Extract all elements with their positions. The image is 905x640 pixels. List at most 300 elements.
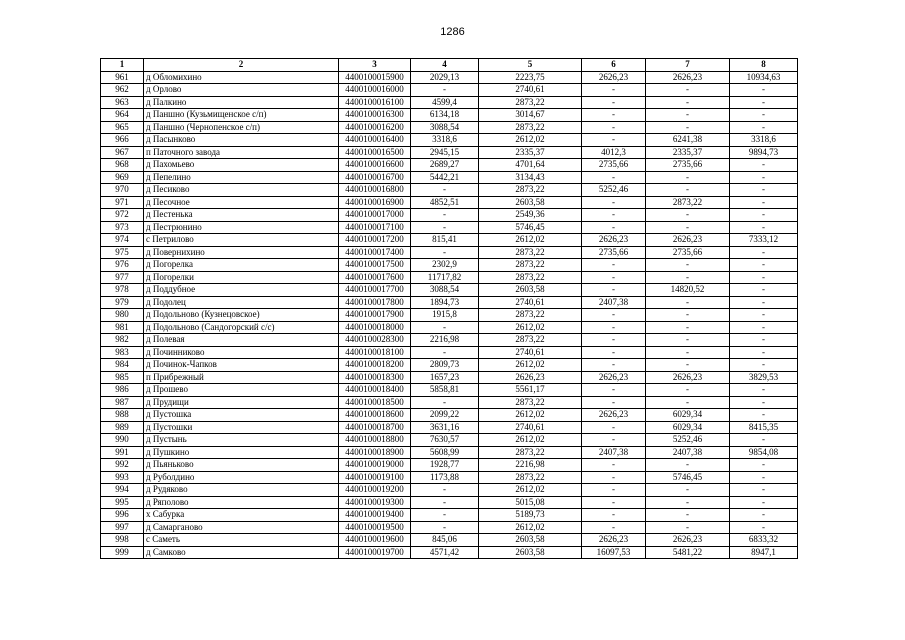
value-col-7-cell: -	[646, 359, 730, 372]
settlement-code-cell: 4400100018500	[339, 396, 411, 409]
value-col-5-cell: 5561,17	[479, 384, 582, 397]
row-number-cell: 961	[101, 71, 144, 84]
value-col-4-cell: -	[411, 221, 479, 234]
settlement-code-cell: 4400100018800	[339, 434, 411, 447]
value-col-7-cell: -	[646, 109, 730, 122]
settlement-name-cell: д Ряполово	[144, 496, 339, 509]
table-row	[101, 459, 798, 472]
value-col-7-cell: -	[646, 221, 730, 234]
value-col-8-cell: -	[730, 409, 798, 422]
settlement-name-cell: д Полевая	[144, 334, 339, 347]
value-col-5-cell: 2603,58	[479, 534, 582, 547]
value-col-7-cell: -	[646, 96, 730, 109]
column-header-4: 4	[411, 59, 479, 72]
settlement-code-cell: 4400100019000	[339, 459, 411, 472]
table-row	[101, 521, 798, 534]
value-col-8-cell: -	[730, 284, 798, 297]
settlement-code-cell: 4400100018900	[339, 446, 411, 459]
value-col-6-cell: -	[582, 109, 646, 122]
table-row	[101, 209, 798, 222]
value-col-5-cell: 2603,58	[479, 196, 582, 209]
value-col-5-cell: 2612,02	[479, 409, 582, 422]
value-col-8-cell: 10934,63	[730, 71, 798, 84]
value-col-4-cell: -	[411, 521, 479, 534]
value-col-5-cell: 2873,22	[479, 184, 582, 197]
settlement-name-cell: д Самково	[144, 546, 339, 559]
settlement-code-cell: 4400100018700	[339, 421, 411, 434]
settlement-code-cell: 4400100018000	[339, 321, 411, 334]
table-row	[101, 146, 798, 159]
table-row	[101, 271, 798, 284]
value-col-6-cell: 2626,23	[582, 71, 646, 84]
value-col-6-cell: 2626,23	[582, 534, 646, 547]
page-number: 1286	[440, 26, 465, 38]
value-col-8-cell: -	[730, 459, 798, 472]
value-col-5-cell: 2873,22	[479, 446, 582, 459]
settlement-code-cell: 4400100017700	[339, 284, 411, 297]
value-col-8-cell: -	[730, 271, 798, 284]
table-row	[101, 396, 798, 409]
settlement-code-cell: 4400100018200	[339, 359, 411, 372]
value-col-4-cell: -	[411, 346, 479, 359]
settlement-code-cell: 4400100017600	[339, 271, 411, 284]
value-col-8-cell: -	[730, 196, 798, 209]
settlement-name-cell: д Обломихино	[144, 71, 339, 84]
table-row	[101, 484, 798, 497]
value-col-6-cell: -	[582, 509, 646, 522]
row-number-cell: 970	[101, 184, 144, 197]
row-number-cell: 988	[101, 409, 144, 422]
value-col-4-cell: -	[411, 84, 479, 97]
row-number-cell: 995	[101, 496, 144, 509]
value-col-4-cell: 5858,81	[411, 384, 479, 397]
column-header-6: 6	[582, 59, 646, 72]
value-col-6-cell: -	[582, 484, 646, 497]
settlement-name-cell: д Пестрюнино	[144, 221, 339, 234]
value-col-8-cell: 7333,12	[730, 234, 798, 247]
value-col-6-cell: -	[582, 284, 646, 297]
settlement-name-cell: с Саметь	[144, 534, 339, 547]
value-col-4-cell: -	[411, 509, 479, 522]
value-col-4-cell: 3318,6	[411, 134, 479, 147]
row-number-cell: 979	[101, 296, 144, 309]
value-col-7-cell: 2735,66	[646, 246, 730, 259]
value-col-5-cell: 2873,22	[479, 309, 582, 322]
settlement-name-cell: д Руболдино	[144, 471, 339, 484]
row-number-cell: 965	[101, 121, 144, 134]
value-col-4-cell: 2029,13	[411, 71, 479, 84]
value-col-8-cell: 9854,08	[730, 446, 798, 459]
value-col-5-cell: 2612,02	[479, 359, 582, 372]
settlement-code-cell: 4400100017000	[339, 209, 411, 222]
value-col-8-cell: -	[730, 221, 798, 234]
settlement-name-cell: д Пестенька	[144, 209, 339, 222]
value-col-7-cell: 2873,22	[646, 196, 730, 209]
value-col-7-cell: -	[646, 84, 730, 97]
value-col-8-cell: -	[730, 396, 798, 409]
value-col-5-cell: 2873,22	[479, 271, 582, 284]
settlement-name-cell: с Петрилово	[144, 234, 339, 247]
value-col-8-cell: -	[730, 334, 798, 347]
value-col-7-cell: -	[646, 484, 730, 497]
table-row	[101, 184, 798, 197]
value-col-4-cell: 3088,54	[411, 284, 479, 297]
value-col-7-cell: -	[646, 296, 730, 309]
settlement-name-cell: д Подольново (Сандогорский с/с)	[144, 321, 339, 334]
row-number-cell: 967	[101, 146, 144, 159]
settlement-name-cell: д Пьяньково	[144, 459, 339, 472]
value-col-5-cell: 2612,02	[479, 321, 582, 334]
settlement-name-cell: д Самарганово	[144, 521, 339, 534]
table-row	[101, 71, 798, 84]
value-col-4-cell: 845,06	[411, 534, 479, 547]
value-col-8-cell: 6833,32	[730, 534, 798, 547]
value-col-6-cell: -	[582, 134, 646, 147]
value-col-8-cell: 9894,73	[730, 146, 798, 159]
settlement-name-cell: п Паточного завода	[144, 146, 339, 159]
value-col-5-cell: 2612,02	[479, 484, 582, 497]
settlement-name-cell: д Орлово	[144, 84, 339, 97]
table-row	[101, 234, 798, 247]
settlement-code-cell: 4400100018600	[339, 409, 411, 422]
value-col-5-cell: 2873,22	[479, 246, 582, 259]
value-col-4-cell: 5608,99	[411, 446, 479, 459]
settlement-code-cell: 4400100019400	[339, 509, 411, 522]
settlement-name-cell: д Палкино	[144, 96, 339, 109]
value-col-8-cell: -	[730, 384, 798, 397]
column-header-5: 5	[479, 59, 582, 72]
row-number-cell: 973	[101, 221, 144, 234]
settlement-code-cell: 4400100016700	[339, 171, 411, 184]
table-row	[101, 446, 798, 459]
value-col-7-cell: -	[646, 521, 730, 534]
row-number-cell: 972	[101, 209, 144, 222]
settlement-code-cell: 4400100016100	[339, 96, 411, 109]
row-number-cell: 963	[101, 96, 144, 109]
row-number-cell: 993	[101, 471, 144, 484]
value-col-8-cell: -	[730, 159, 798, 172]
value-col-5-cell: 2612,02	[479, 134, 582, 147]
table-row	[101, 546, 798, 559]
value-col-4-cell: 4852,51	[411, 196, 479, 209]
row-number-cell: 975	[101, 246, 144, 259]
table-row	[101, 434, 798, 447]
table-row	[101, 296, 798, 309]
settlement-code-cell: 4400100016500	[339, 146, 411, 159]
column-header-8: 8	[730, 59, 798, 72]
value-col-6-cell: 2626,23	[582, 234, 646, 247]
value-col-4-cell: 3088,54	[411, 121, 479, 134]
value-col-8-cell: -	[730, 171, 798, 184]
value-col-4-cell: -	[411, 246, 479, 259]
value-col-4-cell: 3631,16	[411, 421, 479, 434]
value-col-6-cell: -	[582, 459, 646, 472]
row-number-cell: 987	[101, 396, 144, 409]
value-col-7-cell: 2335,37	[646, 146, 730, 159]
value-col-5-cell: 3014,67	[479, 109, 582, 122]
settlement-name-cell: д Пепелино	[144, 171, 339, 184]
table-row	[101, 346, 798, 359]
settlement-name-cell: д Паншно (Кузьмищенское с/п)	[144, 109, 339, 122]
table-header-row	[101, 59, 798, 72]
value-col-7-cell: -	[646, 209, 730, 222]
table-row	[101, 96, 798, 109]
value-col-7-cell: -	[646, 184, 730, 197]
value-col-7-cell: -	[646, 121, 730, 134]
table-row	[101, 246, 798, 259]
value-col-5-cell: 2626,23	[479, 371, 582, 384]
value-col-8-cell: -	[730, 259, 798, 272]
settlement-name-cell: д Песиково	[144, 184, 339, 197]
row-number-cell: 984	[101, 359, 144, 372]
settlement-name-cell: д Пустынь	[144, 434, 339, 447]
value-col-7-cell: -	[646, 459, 730, 472]
settlement-code-cell: 4400100019500	[339, 521, 411, 534]
value-col-4-cell: -	[411, 484, 479, 497]
table-row	[101, 334, 798, 347]
settlement-name-cell: д Повернихино	[144, 246, 339, 259]
value-col-4-cell: 1894,73	[411, 296, 479, 309]
value-col-5-cell: 2740,61	[479, 421, 582, 434]
row-number-cell: 977	[101, 271, 144, 284]
value-col-4-cell: 2689,27	[411, 159, 479, 172]
value-col-5-cell: 3134,43	[479, 171, 582, 184]
value-col-4-cell: -	[411, 321, 479, 334]
settlement-code-cell: 4400100016300	[339, 109, 411, 122]
value-col-7-cell: 5746,45	[646, 471, 730, 484]
value-col-4-cell: 2216,98	[411, 334, 479, 347]
settlement-code-cell: 4400100019600	[339, 534, 411, 547]
value-col-4-cell: 4571,42	[411, 546, 479, 559]
settlement-code-cell: 4400100015900	[339, 71, 411, 84]
value-col-7-cell: 2626,23	[646, 371, 730, 384]
value-col-6-cell: -	[582, 359, 646, 372]
value-col-5-cell: 2603,58	[479, 284, 582, 297]
row-number-cell: 998	[101, 534, 144, 547]
table-row	[101, 121, 798, 134]
value-col-5-cell: 2873,22	[479, 96, 582, 109]
settlement-code-cell: 4400100017900	[339, 309, 411, 322]
row-number-cell: 999	[101, 546, 144, 559]
value-col-5-cell: 2549,36	[479, 209, 582, 222]
value-col-4-cell: 2809,73	[411, 359, 479, 372]
value-col-6-cell: -	[582, 421, 646, 434]
value-col-8-cell: -	[730, 346, 798, 359]
value-col-8-cell: -	[730, 209, 798, 222]
value-col-4-cell: -	[411, 184, 479, 197]
table-row	[101, 171, 798, 184]
value-col-7-cell: 2626,23	[646, 71, 730, 84]
settlement-name-cell: д Пустошки	[144, 421, 339, 434]
value-col-6-cell: -	[582, 84, 646, 97]
value-col-7-cell: -	[646, 496, 730, 509]
row-number-cell: 969	[101, 171, 144, 184]
settlement-code-cell: 4400100019100	[339, 471, 411, 484]
value-col-8-cell: -	[730, 84, 798, 97]
value-col-4-cell: 2302,9	[411, 259, 479, 272]
settlement-name-cell: д Пахомьево	[144, 159, 339, 172]
row-number-cell: 983	[101, 346, 144, 359]
settlement-name-cell: д Пасынково	[144, 134, 339, 147]
value-col-6-cell: -	[582, 346, 646, 359]
settlement-name-cell: д Подольново (Кузнецовское)	[144, 309, 339, 322]
settlement-code-cell: 4400100017800	[339, 296, 411, 309]
value-col-6-cell: -	[582, 496, 646, 509]
value-col-7-cell: 5481,22	[646, 546, 730, 559]
value-col-6-cell: 16097,53	[582, 546, 646, 559]
value-col-8-cell: -	[730, 309, 798, 322]
settlement-name-cell: д Песочное	[144, 196, 339, 209]
value-col-4-cell: 2099,22	[411, 409, 479, 422]
value-col-6-cell: -	[582, 196, 646, 209]
column-header-7: 7	[646, 59, 730, 72]
value-col-6-cell: -	[582, 334, 646, 347]
value-col-6-cell: 2735,66	[582, 246, 646, 259]
row-number-cell: 992	[101, 459, 144, 472]
value-col-4-cell: -	[411, 396, 479, 409]
table-row	[101, 109, 798, 122]
settlement-code-cell: 4400100016800	[339, 184, 411, 197]
value-col-4-cell: 1928,77	[411, 459, 479, 472]
settlement-code-cell: 4400100016400	[339, 134, 411, 147]
value-col-7-cell: -	[646, 346, 730, 359]
table-row	[101, 384, 798, 397]
row-number-cell: 962	[101, 84, 144, 97]
table-row	[101, 471, 798, 484]
table-row	[101, 509, 798, 522]
value-col-8-cell: -	[730, 484, 798, 497]
value-col-7-cell: 6029,34	[646, 409, 730, 422]
table-row	[101, 371, 798, 384]
value-col-6-cell: -	[582, 384, 646, 397]
value-col-5-cell: 2740,61	[479, 296, 582, 309]
value-col-8-cell: -	[730, 471, 798, 484]
value-col-5-cell: 2603,58	[479, 546, 582, 559]
value-col-4-cell: 7630,57	[411, 434, 479, 447]
row-number-cell: 966	[101, 134, 144, 147]
value-col-6-cell: -	[582, 471, 646, 484]
settlement-name-cell: д Прошево	[144, 384, 339, 397]
value-col-7-cell: -	[646, 259, 730, 272]
table-row	[101, 284, 798, 297]
value-col-5-cell: 4701,64	[479, 159, 582, 172]
settlement-code-cell: 4400100016600	[339, 159, 411, 172]
value-col-6-cell: -	[582, 521, 646, 534]
column-header-2: 2	[144, 59, 339, 72]
value-col-5-cell: 2740,61	[479, 346, 582, 359]
settlement-code-cell: 4400100017400	[339, 246, 411, 259]
value-col-7-cell: 6029,34	[646, 421, 730, 434]
settlement-name-cell: п Прибрежный	[144, 371, 339, 384]
settlement-code-cell: 4400100016900	[339, 196, 411, 209]
row-number-cell: 989	[101, 421, 144, 434]
value-col-5-cell: 5746,45	[479, 221, 582, 234]
table-row	[101, 496, 798, 509]
value-col-5-cell: 5015,08	[479, 496, 582, 509]
table-row	[101, 221, 798, 234]
settlement-name-cell: д Починок-Чапков	[144, 359, 339, 372]
value-col-4-cell: 6134,18	[411, 109, 479, 122]
row-number-cell: 964	[101, 109, 144, 122]
settlement-code-cell: 4400100028300	[339, 334, 411, 347]
table-row	[101, 359, 798, 372]
value-col-4-cell: 815,41	[411, 234, 479, 247]
value-col-5-cell: 2740,61	[479, 84, 582, 97]
settlement-name-cell: д Пустошка	[144, 409, 339, 422]
value-col-4-cell: 1173,88	[411, 471, 479, 484]
table-row	[101, 409, 798, 422]
value-col-4-cell: 11717,82	[411, 271, 479, 284]
value-col-8-cell: 3318,6	[730, 134, 798, 147]
value-col-7-cell: -	[646, 384, 730, 397]
settlement-code-cell: 4400100018100	[339, 346, 411, 359]
value-col-8-cell: -	[730, 509, 798, 522]
value-col-7-cell: 2407,38	[646, 446, 730, 459]
value-col-4-cell: 4599,4	[411, 96, 479, 109]
value-col-5-cell: 2873,22	[479, 396, 582, 409]
settlement-code-cell: 4400100016200	[339, 121, 411, 134]
value-col-6-cell: -	[582, 396, 646, 409]
settlement-code-cell: 4400100018400	[339, 384, 411, 397]
value-col-8-cell: 8415,35	[730, 421, 798, 434]
table-row	[101, 321, 798, 334]
value-col-8-cell: -	[730, 521, 798, 534]
value-col-5-cell: 2873,22	[479, 121, 582, 134]
row-number-cell: 976	[101, 259, 144, 272]
settlement-name-cell: д Погорелка	[144, 259, 339, 272]
value-col-4-cell: 2945,15	[411, 146, 479, 159]
value-col-7-cell: -	[646, 396, 730, 409]
row-number-cell: 985	[101, 371, 144, 384]
value-col-6-cell: -	[582, 321, 646, 334]
table-row	[101, 159, 798, 172]
settlement-code-cell: 4400100017500	[339, 259, 411, 272]
value-col-8-cell: -	[730, 121, 798, 134]
value-col-6-cell: 2735,66	[582, 159, 646, 172]
value-col-6-cell: -	[582, 434, 646, 447]
value-col-4-cell: 1915,8	[411, 309, 479, 322]
value-col-6-cell: -	[582, 309, 646, 322]
settlement-code-cell: 4400100017100	[339, 221, 411, 234]
row-number-cell: 996	[101, 509, 144, 522]
value-col-5-cell: 2873,22	[479, 471, 582, 484]
value-col-6-cell: -	[582, 171, 646, 184]
value-col-7-cell: -	[646, 271, 730, 284]
row-number-cell: 981	[101, 321, 144, 334]
row-number-cell: 990	[101, 434, 144, 447]
settlement-name-cell: д Пушкино	[144, 446, 339, 459]
value-col-7-cell: 6241,38	[646, 134, 730, 147]
row-number-cell: 971	[101, 196, 144, 209]
value-col-6-cell: 2626,23	[582, 371, 646, 384]
value-col-8-cell: -	[730, 184, 798, 197]
table-row	[101, 534, 798, 547]
value-col-7-cell: -	[646, 171, 730, 184]
settlement-name-cell: д Паншно (Чернопенское с/п)	[144, 121, 339, 134]
value-col-4-cell: 5442,21	[411, 171, 479, 184]
table-row	[101, 259, 798, 272]
table-row	[101, 196, 798, 209]
value-col-8-cell: -	[730, 496, 798, 509]
row-number-cell: 978	[101, 284, 144, 297]
value-col-7-cell: 14820,52	[646, 284, 730, 297]
row-number-cell: 974	[101, 234, 144, 247]
column-header-1: 1	[101, 59, 144, 72]
value-col-8-cell: -	[730, 109, 798, 122]
value-col-5-cell: 2335,37	[479, 146, 582, 159]
table-row	[101, 84, 798, 97]
value-col-7-cell: -	[646, 321, 730, 334]
